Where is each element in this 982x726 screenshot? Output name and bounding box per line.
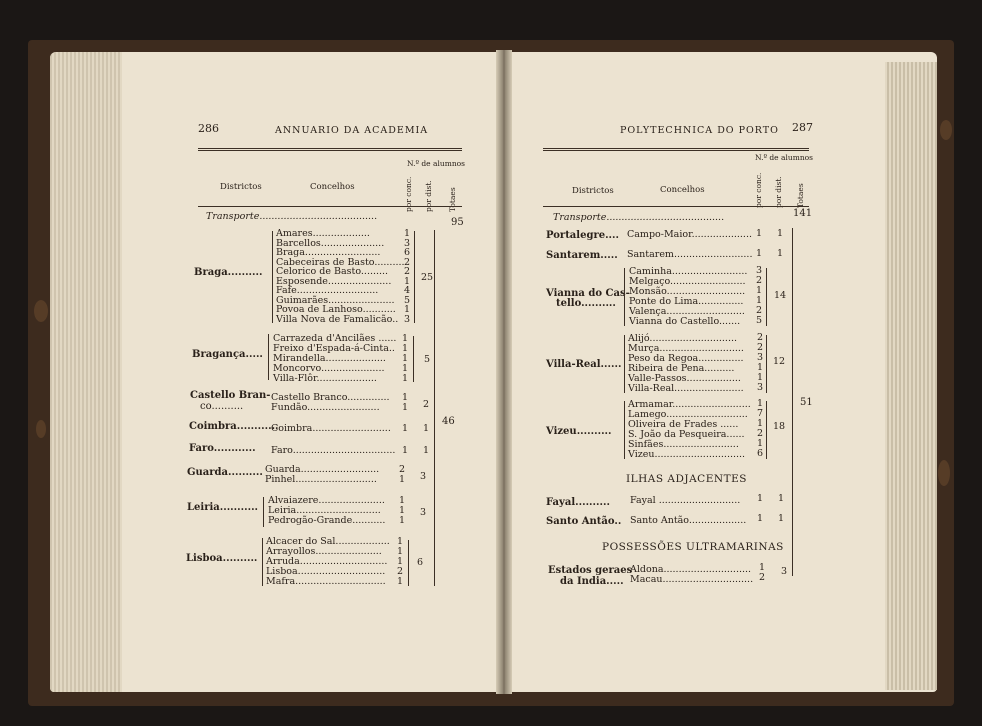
right-running-head: POLYTECHNICA DO PORTO: [620, 125, 779, 136]
marbling-spot: [36, 420, 46, 438]
concelho-count: 1: [402, 343, 409, 354]
concelho-name: Valle-Passos..................: [628, 373, 741, 384]
concelho-name: Oliveira de Frades ......: [628, 419, 739, 430]
concelho-count: 2: [759, 572, 766, 583]
concelho-name: Ribeira de Pena..........: [628, 363, 735, 374]
por-dist-heading: por dist.: [774, 176, 783, 208]
concelho-count: 1: [756, 295, 763, 306]
transporte-label: Transporte.......................................: [206, 211, 378, 222]
district-name-line1: Castello Bran-: [190, 390, 271, 401]
concelho-count: 1: [756, 248, 763, 259]
totaes-heading: Totaes: [448, 187, 457, 212]
concelho-count: 5: [756, 315, 763, 326]
brace: [408, 540, 409, 586]
concelho-name: Mafra..............................: [266, 576, 386, 587]
concelho-count: 1: [756, 285, 763, 296]
concelho-name: Fafe...........................: [276, 285, 379, 296]
concelho-count: 1: [397, 546, 404, 557]
transporte-total: 95: [451, 217, 464, 228]
concelho-count: 1: [404, 304, 411, 315]
concelho-count: 2: [404, 256, 411, 268]
concelho-count: 4: [404, 285, 411, 296]
concelho-count: 1: [402, 363, 409, 374]
concelhos-heading: Concelhos: [660, 185, 705, 195]
concelho-name: Villa-Flôr....................: [273, 373, 377, 384]
concelho-count: 5: [404, 294, 411, 306]
right-page-number: 287: [792, 121, 813, 134]
concelho-count: 2: [757, 332, 764, 343]
concelho-name: S. João da Pesqueira......: [628, 429, 745, 440]
concelho-count: 1: [399, 515, 406, 526]
brace: [263, 497, 264, 527]
concelho-name: Pinhel...........................: [265, 474, 377, 485]
concelho-name: Alcacer do Sal..................: [266, 536, 390, 547]
page-edges-left: [50, 52, 122, 692]
concelho-name: Fundão........................: [271, 402, 380, 413]
brace: [766, 335, 767, 393]
column-rule: [543, 206, 809, 207]
concelho-count: 1: [402, 392, 409, 403]
concelho-name: Arrayollos......................: [266, 546, 382, 557]
marbling-spot: [34, 300, 48, 322]
concelho-count: 1: [757, 372, 764, 383]
por-dist-heading: por dist.: [424, 180, 433, 212]
brace: [624, 268, 625, 326]
district-total: 3: [781, 566, 788, 577]
district-name: Santarem.....: [546, 250, 618, 261]
section-heading-possessoes: POSSESSÕES ULTRAMARINAS: [602, 541, 784, 553]
transporte-total: 141: [793, 208, 813, 219]
concelho-count: 2: [757, 342, 764, 353]
concelho-name: Vizeu..............................: [628, 449, 746, 460]
concelho-count: 1: [397, 576, 404, 587]
district-name-line2: da India.....: [560, 576, 624, 587]
alumnos-heading: N.º de alumnos: [407, 159, 466, 168]
concelho-name: Santarem..........................: [627, 249, 753, 260]
concelho-name: Armamar..........................: [628, 399, 751, 410]
concelho-count: 3: [757, 352, 764, 363]
section-heading-ilhas: ILHAS ADJACENTES: [626, 473, 747, 485]
concelho-name: Peso da Regoa...............: [628, 353, 744, 364]
concelho-count: 3: [404, 237, 411, 249]
concelho-name: Valença..........................: [629, 306, 745, 317]
concelho-name: Vianna do Castello.......: [629, 316, 741, 327]
district-name: Portalegre....: [546, 230, 619, 241]
district-total: 12: [773, 356, 786, 367]
districtos-heading: Districtos: [572, 186, 614, 196]
district-total: 1: [778, 513, 785, 524]
district-name-line2: co..........: [200, 401, 244, 412]
marbling-spot: [940, 120, 952, 140]
total-brace: [792, 228, 793, 576]
concelho-name: Coimbra..........................: [271, 423, 391, 434]
page-total: 46: [442, 416, 455, 427]
concelho-count: 2: [756, 305, 763, 316]
concelho-name: Moncorvo.....................: [273, 363, 385, 374]
brace: [624, 401, 625, 459]
district-name: Lisboa..........: [186, 553, 258, 564]
district-name-line2: tello..........: [556, 298, 616, 309]
concelho-count: 2: [397, 566, 404, 577]
district-total: 3: [420, 471, 427, 482]
district-total: 3: [420, 507, 427, 518]
concelho-count: 1: [757, 438, 764, 449]
district-name-line1: Vianna do Cas-: [546, 288, 630, 299]
concelho-name: Villa Nova de Famalicão..: [276, 313, 399, 325]
district-name: Bragança.....: [192, 349, 263, 360]
page-total: 51: [800, 397, 813, 408]
marbling-spot: [938, 460, 950, 486]
totaes-heading: Totaes: [796, 183, 805, 208]
concelho-name: Braga.........................: [276, 247, 381, 258]
district-total: 25: [421, 272, 434, 283]
concelho-count: 6: [757, 448, 764, 459]
concelho-name: Arruda.............................: [266, 556, 388, 567]
district-total: 1: [778, 493, 785, 504]
concelho-count: 3: [756, 265, 763, 276]
concelho-count: 1: [756, 228, 763, 239]
concelho-count: 2: [756, 275, 763, 286]
concelho-name: Lisboa.............................: [266, 566, 386, 577]
brace: [262, 538, 263, 586]
brace: [272, 231, 273, 323]
concelho-name: Aldona.............................: [630, 564, 752, 575]
district-name: Coimbra............: [189, 421, 279, 432]
concelho-count: 2: [757, 428, 764, 439]
concelho-count: 1: [759, 562, 766, 573]
district-name: Braga..........: [194, 267, 263, 278]
district-name: Guarda..........: [187, 467, 263, 478]
concelho-count: 1: [757, 513, 764, 524]
concelho-name: Monsão..........................: [629, 286, 746, 297]
district-name: Santo Antão..: [546, 516, 622, 527]
district-total: 6: [417, 557, 424, 568]
concelho-name: Caminha.........................: [629, 266, 748, 277]
concelho-name: Lamego...........................: [628, 409, 748, 420]
concelho-count: 7: [757, 408, 764, 419]
concelho-count: 6: [404, 247, 411, 258]
concelho-count: 1: [399, 474, 406, 485]
concelho-name: Celorico de Basto.........: [276, 266, 389, 277]
district-total: 5: [424, 354, 431, 365]
district-name: Vizeu..........: [546, 426, 612, 437]
concelho-count: 3: [404, 313, 411, 325]
concelho-name: Esposende.....................: [276, 275, 392, 287]
district-name: Villa-Real......: [546, 359, 622, 370]
concelho-count: 1: [402, 333, 409, 344]
brace: [624, 335, 625, 393]
brace: [766, 401, 767, 459]
transporte-label: Transporte.......................................: [553, 212, 725, 223]
concelho-count: 1: [404, 275, 411, 287]
concelho-name: Campo-Maior....................: [627, 229, 752, 240]
concelho-name: Sinfães.........................: [628, 439, 739, 450]
concelho-name: Castello Branco..............: [271, 392, 390, 403]
concelho-name: Freixo d'Espada-á-Cinta..: [273, 343, 395, 354]
concelhos-heading: Concelhos: [310, 182, 355, 192]
district-total: 1: [423, 445, 430, 456]
district-total: 14: [774, 290, 787, 301]
concelho-name: Alvaiazere......................: [268, 495, 385, 506]
concelho-name: Villa-Real.......................: [628, 383, 744, 394]
district-total: 2: [423, 399, 430, 410]
concelho-count: 1: [757, 362, 764, 373]
por-conc-heading: por conc.: [404, 176, 413, 212]
concelho-count: 1: [757, 493, 764, 504]
concelho-name: Faro..................................: [271, 445, 396, 456]
concelho-count: 1: [402, 373, 409, 384]
concelho-count: 1: [402, 423, 409, 434]
concelho-name: Pedrogão-Grande...........: [268, 515, 386, 526]
district-name: Faro............: [189, 443, 256, 454]
concelho-name: Fayal ...........................: [630, 495, 741, 506]
concelho-count: 1: [399, 495, 406, 506]
concelho-count: 3: [757, 382, 764, 393]
concelho-name: Barcellos.....................: [276, 237, 385, 249]
district-total: 1: [777, 248, 784, 259]
concelho-count: 1: [404, 228, 411, 239]
header-rule: [198, 148, 462, 151]
concelho-name: Alijó.............................: [628, 333, 738, 344]
por-conc-heading: por conc.: [754, 172, 763, 208]
page-edges-right: [885, 62, 937, 690]
total-brace: [434, 230, 435, 586]
concelho-count: 2: [399, 464, 406, 475]
concelho-name: Povoa de Lanhoso...........: [276, 304, 396, 315]
concelho-count: 1: [397, 556, 404, 567]
left-page-number: 286: [198, 122, 219, 135]
district-name-line1: Estados geraes: [548, 565, 633, 576]
concelho-name: Macau..............................: [630, 574, 754, 585]
concelho-name: Mirandella....................: [273, 353, 386, 364]
concelho-count: 1: [402, 402, 409, 413]
header-rule: [543, 148, 809, 151]
concelho-name: Amares...................: [276, 228, 370, 239]
concelho-name: Carrazeda d'Ancilães ......: [273, 333, 397, 344]
concelho-count: 1: [399, 505, 406, 516]
brace: [413, 336, 414, 382]
left-running-head: ANNUARIO DA ACADEMIA: [275, 125, 429, 136]
column-rule: [198, 206, 462, 207]
concelho-count: 1: [402, 445, 409, 456]
brace: [766, 268, 767, 326]
concelho-name: Cabeceiras de Basto..........: [276, 256, 405, 268]
concelho-name: Ponte do Lima...............: [629, 296, 744, 307]
district-name: Leiria...........: [187, 502, 259, 513]
concelho-name: Guimarães......................: [276, 294, 395, 306]
alumnos-heading: N.º de alumnos: [755, 153, 814, 162]
concelho-count: 1: [757, 418, 764, 429]
concelho-name: Santo Antão...................: [630, 515, 747, 526]
concelho-name: Murça............................: [628, 343, 744, 354]
brace: [268, 334, 269, 380]
district-name: Fayal..........: [546, 497, 610, 508]
concelho-count: 2: [404, 266, 411, 277]
concelho-count: 1: [757, 398, 764, 409]
concelho-name: Guarda..........................: [265, 464, 380, 475]
district-total: 18: [773, 421, 786, 432]
book-gutter: [496, 50, 512, 694]
brace: [414, 231, 415, 323]
concelho-count: 1: [397, 536, 404, 547]
district-total: 1: [423, 423, 430, 434]
concelho-name: Melgaço.........................: [629, 276, 746, 287]
districtos-heading: Districtos: [220, 182, 262, 192]
district-total: 1: [777, 228, 784, 239]
concelho-name: Leiria............................: [268, 505, 381, 516]
concelho-count: 1: [402, 353, 409, 364]
